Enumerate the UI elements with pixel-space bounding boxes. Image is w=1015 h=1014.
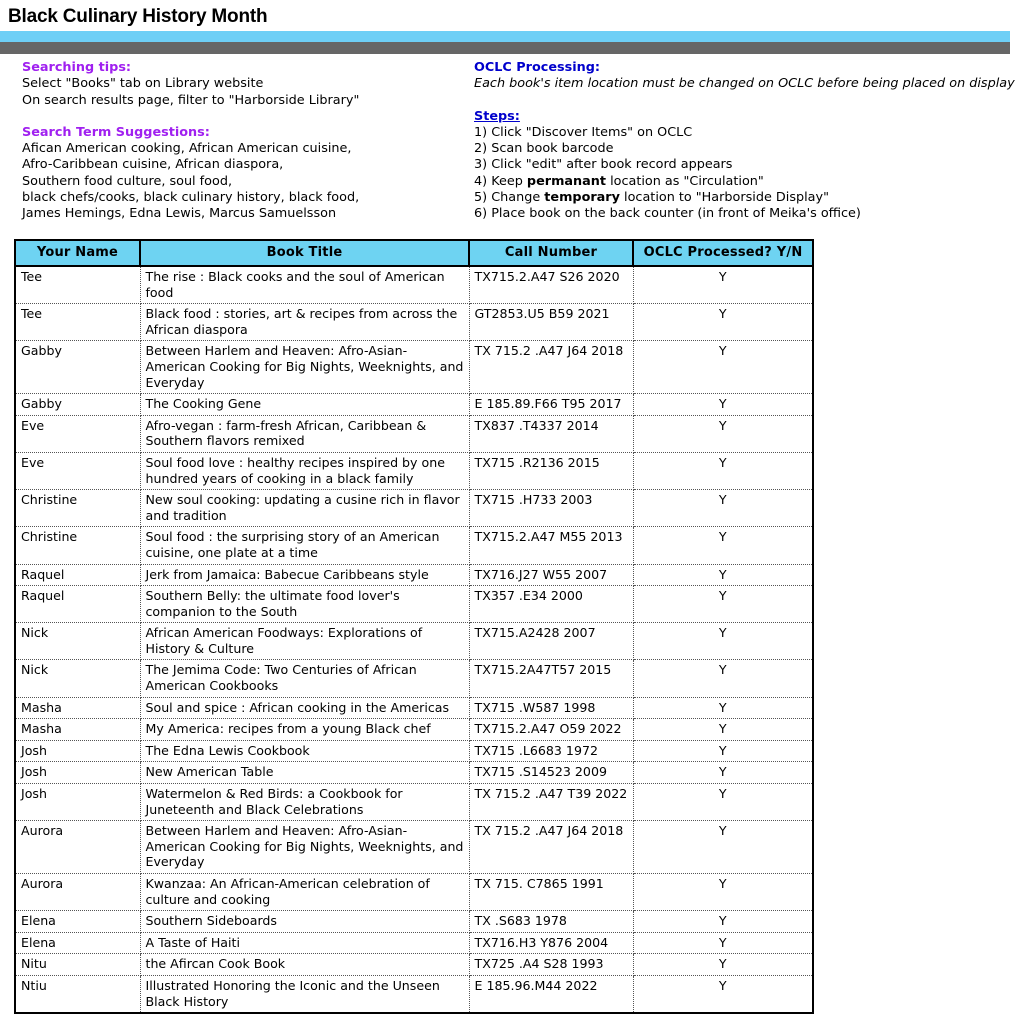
cell-your-name[interactable]: Gabby <box>15 341 140 394</box>
cell-oclc-processed[interactable]: Y <box>633 784 813 821</box>
column-header-call-number: Call Number <box>469 240 633 266</box>
step-text-tail: location to "Harborside Display" <box>619 190 829 206</box>
cell-oclc-processed[interactable]: Y <box>633 341 813 394</box>
cell-your-name[interactable]: Masha <box>15 719 140 741</box>
cell-your-name[interactable]: Nitu <box>15 954 140 976</box>
table-row <box>15 784 813 821</box>
table-row <box>15 932 813 954</box>
table-row <box>15 719 813 741</box>
cell-your-name[interactable]: Ntiu <box>15 975 140 1013</box>
table-row <box>15 527 813 564</box>
cell-call-number[interactable]: TX715.A2428 2007 <box>469 623 633 660</box>
cell-call-number[interactable]: TX715 .L6683 1972 <box>469 740 633 762</box>
accent-bar-gray <box>0 42 1010 54</box>
cell-your-name[interactable]: Nick <box>15 660 140 697</box>
cell-book-title[interactable]: New soul cooking: updating a cusine rich in flavor and tradition <box>140 490 469 527</box>
spacer <box>474 93 1008 109</box>
step-text: Scan book barcode <box>491 141 614 157</box>
steps-heading: Steps: <box>474 108 520 124</box>
cell-call-number[interactable]: TX715 .H733 2003 <box>469 490 633 527</box>
cell-oclc-processed[interactable]: Y <box>633 932 813 954</box>
step-number: 3) <box>474 157 488 173</box>
table-row <box>15 564 813 586</box>
cell-oclc-processed[interactable]: Y <box>633 564 813 586</box>
step-item <box>474 206 1008 222</box>
cell-your-name[interactable]: Raquel <box>15 586 140 623</box>
cell-your-name[interactable]: Aurora <box>15 874 140 911</box>
booklist-table-wrapper <box>14 239 812 1014</box>
cell-your-name[interactable]: Raquel <box>15 564 140 586</box>
cell-call-number[interactable]: TX 715. C7865 1991 <box>469 874 633 911</box>
cell-your-name[interactable]: Elena <box>15 911 140 933</box>
cell-call-number[interactable]: TX716.J27 W55 2007 <box>469 564 633 586</box>
cell-oclc-processed[interactable]: Y <box>633 740 813 762</box>
cell-your-name[interactable]: Christine <box>15 490 140 527</box>
table-body <box>15 266 813 1013</box>
cell-your-name[interactable]: Masha <box>15 697 140 719</box>
cell-oclc-processed[interactable]: Y <box>633 821 813 874</box>
table-row <box>15 911 813 933</box>
cell-oclc-processed[interactable]: Y <box>633 394 813 416</box>
cell-your-name[interactable]: Nick <box>15 623 140 660</box>
cell-oclc-processed[interactable]: Y <box>633 623 813 660</box>
table-row <box>15 586 813 623</box>
cell-call-number[interactable]: TX715 .W587 1998 <box>469 697 633 719</box>
column-header-your-name: Your Name <box>15 240 140 266</box>
table-row <box>15 452 813 489</box>
table-row <box>15 762 813 784</box>
cell-call-number[interactable]: TX715.2.A47 O59 2022 <box>469 719 633 741</box>
accent-bar-blue <box>0 31 1010 42</box>
table-row <box>15 697 813 719</box>
step-text: Keep <box>491 173 527 189</box>
cell-oclc-processed[interactable]: Y <box>633 660 813 697</box>
table-row <box>15 341 813 394</box>
cell-call-number[interactable]: E 185.96.M44 2022 <box>469 975 633 1013</box>
cell-your-name[interactable]: Josh <box>15 762 140 784</box>
cell-book-title[interactable]: Watermelon & Red Birds: a Cookbook for Juneteenth and Black Celebrations <box>140 784 469 821</box>
cell-oclc-processed[interactable]: Y <box>633 490 813 527</box>
search-term-line: James Hemings, Edna Lewis, Marcus Samuelsson <box>22 206 337 222</box>
cell-your-name[interactable]: Aurora <box>15 821 140 874</box>
cell-book-title[interactable]: The Edna Lewis Cookbook <box>140 740 469 762</box>
table-row <box>15 660 813 697</box>
search-terms-heading: Search Term Suggestions: <box>22 124 210 140</box>
cell-your-name[interactable]: Tee <box>15 304 140 341</box>
step-number: 4) <box>474 173 488 189</box>
cell-call-number[interactable]: TX716.H3 Y876 2004 <box>469 932 633 954</box>
searching-tips-heading: Searching tips: <box>22 60 132 75</box>
table-row <box>15 821 813 874</box>
page-title: Black Culinary History Month <box>8 6 268 27</box>
table-row <box>15 304 813 341</box>
cell-call-number[interactable]: E 185.89.F66 T95 2017 <box>469 394 633 416</box>
cell-oclc-processed[interactable]: Y <box>633 266 813 304</box>
cell-book-title[interactable]: The Jemima Code: Two Centuries of African American Cookbooks <box>140 660 469 697</box>
cell-call-number[interactable]: TX725 .A4 S28 1993 <box>469 954 633 976</box>
cell-call-number[interactable]: TX715 .S14523 2009 <box>469 762 633 784</box>
cell-book-title[interactable]: Illustrated Honoring the Iconic and the Unseen Black History <box>140 975 469 1013</box>
step-item <box>474 141 1008 157</box>
cell-oclc-processed[interactable]: Y <box>633 975 813 1013</box>
cell-book-title[interactable]: Jerk from Jamaica: Babecue Caribbeans style <box>140 564 469 586</box>
booklist-table <box>14 239 814 1014</box>
search-term-line: Southern food culture, soul food, <box>22 173 233 189</box>
step-item <box>474 174 1008 190</box>
cell-book-title[interactable]: Southern Belly: the ultimate food lover's companion to the South <box>140 586 469 623</box>
cell-your-name[interactable]: Eve <box>15 452 140 489</box>
cell-book-title[interactable]: Between Harlem and Heaven: Afro-Asian-American Cooking for Big Nights, Weeknights, and Everyday <box>140 821 469 874</box>
cell-book-title[interactable]: African American Foodways: Explorations of History & Culture <box>140 623 469 660</box>
cell-book-title[interactable]: Kwanzaa: An African-American celebration of culture and cooking <box>140 874 469 911</box>
cell-book-title[interactable]: The Cooking Gene <box>140 394 469 416</box>
cell-book-title[interactable]: Afro-vegan : farm-fresh African, Caribbean & Southern flavors remixed <box>140 415 469 452</box>
cell-book-title[interactable]: Soul food love : healthy recipes inspired by one hundred years of cooking in a black family <box>140 452 469 489</box>
table-row <box>15 740 813 762</box>
cell-your-name[interactable]: Eve <box>15 415 140 452</box>
cell-your-name[interactable]: Elena <box>15 932 140 954</box>
step-text: Click "Discover Items" on OCLC <box>491 124 693 140</box>
cell-call-number[interactable]: TX357 .E34 2000 <box>469 586 633 623</box>
step-text: Change <box>491 190 545 206</box>
oclc-processing-heading: OCLC Processing: <box>474 60 601 75</box>
table-row <box>15 490 813 527</box>
instructions-section <box>0 54 1015 233</box>
step-number: 5) <box>474 190 488 206</box>
cell-call-number[interactable]: TX715.2.A47 S26 2020 <box>469 266 633 304</box>
cell-call-number[interactable]: TX837 .T4337 2014 <box>469 415 633 452</box>
step-text: Click "edit" after book record appears <box>491 157 733 173</box>
cell-your-name[interactable]: Tee <box>15 266 140 304</box>
table-row <box>15 954 813 976</box>
table-row <box>15 623 813 660</box>
step-item <box>474 125 1008 141</box>
cell-call-number[interactable]: TX .S683 1978 <box>469 911 633 933</box>
step-text: Place book on the back counter (in front of Meika's office) <box>491 206 861 222</box>
cell-oclc-processed[interactable]: Y <box>633 527 813 564</box>
step-number: 6) <box>474 206 488 222</box>
step-number: 2) <box>474 141 488 157</box>
steps-list <box>474 125 1008 223</box>
step-text-tail: location as "Circulation" <box>606 173 764 189</box>
cell-your-name[interactable]: Gabby <box>15 394 140 416</box>
cell-book-title[interactable]: The rise : Black cooks and the soul of American food <box>140 266 469 304</box>
table-row <box>15 415 813 452</box>
cell-book-title[interactable]: Soul food : the surprising story of an American cuisine, one plate at a time <box>140 527 469 564</box>
column-header-oclc-processed: OCLC Processed? Y/N <box>633 240 813 266</box>
step-emphasis: temporary <box>544 190 620 206</box>
table-head <box>15 240 813 266</box>
cell-oclc-processed[interactable]: Y <box>633 762 813 784</box>
searching-tips-line: Select "Books" tab on Library website <box>22 76 264 92</box>
cell-book-title[interactable]: Soul and spice : African cooking in the Americas <box>140 697 469 719</box>
cell-call-number[interactable]: GT2853.U5 B59 2021 <box>469 304 633 341</box>
cell-your-name[interactable]: Josh <box>15 784 140 821</box>
cell-call-number[interactable]: TX715.2A47T57 2015 <box>469 660 633 697</box>
table-header-row <box>15 240 813 266</box>
search-term-line: black chefs/cooks, black culinary history, black food, <box>22 190 360 206</box>
table-row <box>15 266 813 304</box>
cell-oclc-processed[interactable]: Y <box>633 415 813 452</box>
cell-oclc-processed[interactable]: Y <box>633 452 813 489</box>
cell-oclc-processed[interactable]: Y <box>633 304 813 341</box>
step-item <box>474 190 1008 206</box>
cell-call-number[interactable]: TX715 .R2136 2015 <box>469 452 633 489</box>
step-emphasis: permanant <box>526 173 607 189</box>
cell-book-title[interactable]: A Taste of Haiti <box>140 932 469 954</box>
table-row <box>15 874 813 911</box>
step-number: 1) <box>474 124 488 140</box>
cell-your-name[interactable]: Christine <box>15 527 140 564</box>
instructions-right-column <box>474 60 1015 223</box>
searching-tips-line: On search results page, filter to "Harborside Library" <box>22 92 360 108</box>
cell-book-title[interactable]: Black food : stories, art & recipes from across the African diaspora <box>140 304 469 341</box>
column-header-book-title: Book Title <box>140 240 469 266</box>
cell-call-number[interactable]: TX 715.2 .A47 J64 2018 <box>469 341 633 394</box>
cell-book-title[interactable]: Southern Sideboards <box>140 911 469 933</box>
search-term-line: Afro-Caribbean cuisine, African diaspora, <box>22 157 284 173</box>
cell-call-number[interactable]: TX715.2.A47 M55 2013 <box>469 527 633 564</box>
cell-oclc-processed[interactable]: Y <box>633 586 813 623</box>
cell-oclc-processed[interactable]: Y <box>633 697 813 719</box>
spacer <box>22 109 462 125</box>
cell-book-title[interactable]: New American Table <box>140 762 469 784</box>
cell-oclc-processed[interactable]: Y <box>633 911 813 933</box>
cell-book-title[interactable]: Between Harlem and Heaven: Afro-Asian-American Cooking for Big Nights, Weeknights, and Everyday <box>140 341 469 394</box>
cell-book-title[interactable]: the Afircan Cook Book <box>140 954 469 976</box>
oclc-processing-note: Each book's item location must be changed on OCLC before being placed on display <box>474 76 1015 92</box>
cell-book-title[interactable]: My America: recipes from a young Black chef <box>140 719 469 741</box>
cell-call-number[interactable]: TX 715.2 .A47 J64 2018 <box>469 821 633 874</box>
table-row <box>15 394 813 416</box>
instructions-left-column <box>22 60 462 223</box>
step-item <box>474 157 1008 173</box>
cell-oclc-processed[interactable]: Y <box>633 719 813 741</box>
cell-oclc-processed[interactable]: Y <box>633 954 813 976</box>
search-term-line: Afican American cooking, African American cuisine, <box>22 141 352 157</box>
cell-your-name[interactable]: Josh <box>15 740 140 762</box>
cell-call-number[interactable]: TX 715.2 .A47 T39 2022 <box>469 784 633 821</box>
table-row <box>15 975 813 1013</box>
cell-oclc-processed[interactable]: Y <box>633 874 813 911</box>
